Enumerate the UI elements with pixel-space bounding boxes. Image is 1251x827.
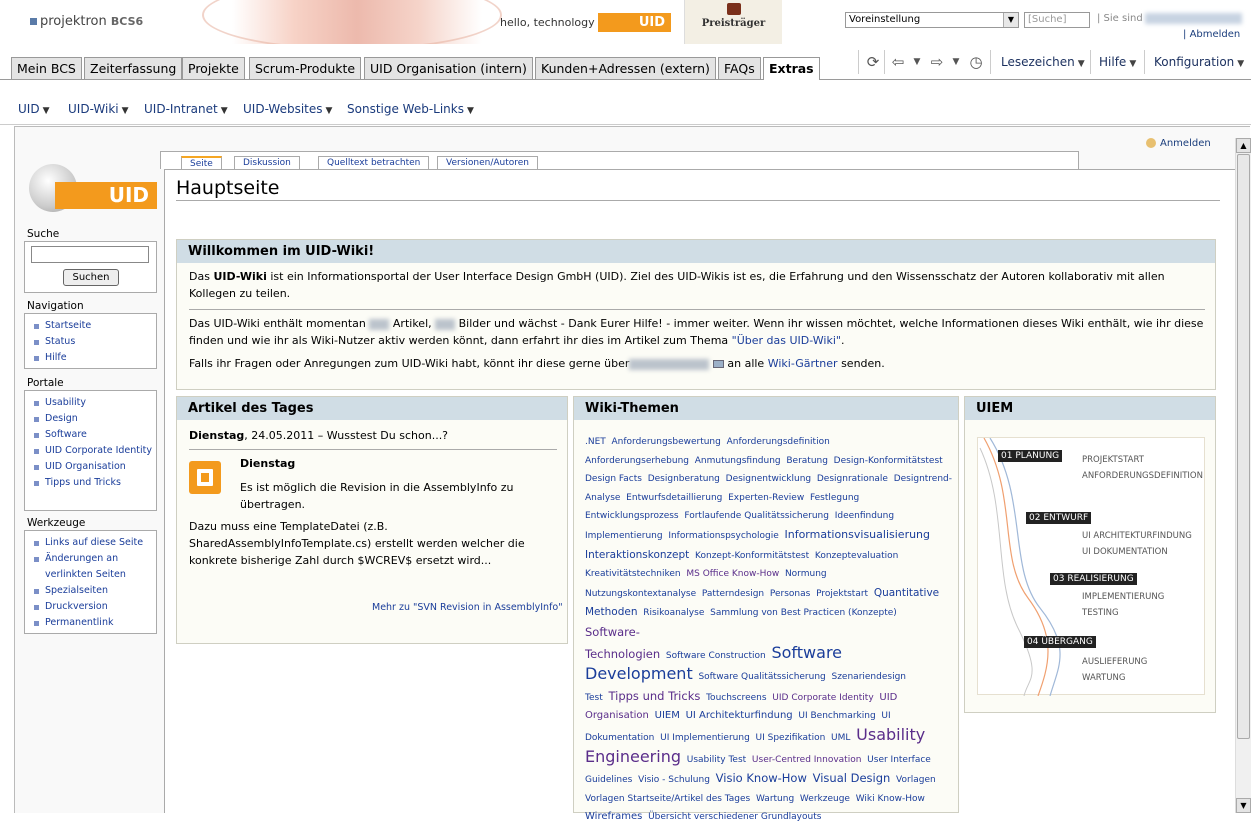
user-name-blurred [1145,13,1242,24]
text-bold: UID-Wiki [213,270,267,283]
tag[interactable]: Konzept-Konformitätstest [695,550,810,561]
tag[interactable]: Übersicht verschiedener Grundlayouts [648,812,822,823]
page-title: Hauptseite [176,177,280,199]
uid-logo: UID [598,13,671,32]
tag[interactable]: Personas [769,588,811,599]
preset-select[interactable] [845,12,1019,28]
nav-status[interactable]: Status [33,334,152,350]
tag[interactable]: User-Centred Innovation [751,754,862,765]
artikel-body: Dazu muss eine TemplateDatei (z.B. SharedAssemblyInfoTemplate.cs) erstellt werden welcher die konkrete bisherige Zahl durch $WCREV$ ersetzt wird... [189,520,525,567]
menu-label: Lesezeichen [1001,55,1075,69]
menu-label: Konfiguration [1154,55,1235,69]
chevron-down-icon: ▼ [467,106,474,116]
scroll-up-icon[interactable]: ▲ [1236,138,1251,153]
artikel-sub-text: Es ist möglich die Revision in die AssemblyInfo zu übertragen. [240,481,514,511]
tag[interactable]: Experten-Review [728,492,805,503]
tab-zeiterfassung[interactable]: Zeiterfassung [84,57,182,79]
werkzeuge-portlet [24,530,157,634]
subnav-label: UID-Websites [243,102,323,116]
chevron-down-icon: ▼ [121,106,129,116]
back-dropdown-icon[interactable]: ▼ [913,57,921,67]
uiem-title: UIEM [965,397,1215,420]
banner [22,0,782,44]
chevron-down-icon: ▼ [1077,59,1085,69]
artikel-title: Artikel des Tages [177,397,567,420]
logo-brand: projektron [40,14,107,29]
werkzeuge-portlet-title: Werkzeuge [27,517,86,529]
tag[interactable]: Anmutungsfindung [694,455,781,466]
text: ist ein Informationsportal der User Interface Design GmbH (UID). Ziel des UID-Wikis ist es, die Erfahrung und den Wissensschatz der Autoren kollaborativ mit allen Kollegen zu teilen. [189,270,1165,300]
subnav-label: Sonstige Web-Links [347,102,464,116]
tab-mein-bcs[interactable]: Mein BCS [11,57,82,79]
themen-title: Wiki-Themen [574,397,958,420]
logout-label: Abmelden [1189,29,1241,40]
tag[interactable]: Software [771,642,843,662]
tag[interactable]: User Interface [867,754,931,765]
nav-startseite[interactable]: Startseite [33,318,152,334]
wiki-search-input[interactable] [31,246,149,263]
tag[interactable]: UI Spezifikation [755,732,826,743]
search-portlet [24,241,157,293]
welcome-p3 [189,355,1205,372]
subnav-label: UID-Wiki [68,102,119,116]
tag[interactable]: UI Implementierung [660,732,750,743]
tab-scrum-produkte[interactable]: Scrum-Produkte [249,57,361,79]
tag[interactable]: Designentwicklung [725,474,812,485]
wiki-login-link[interactable] [1146,138,1211,149]
subnav-web-links[interactable] [347,102,474,116]
phase-item: IMPLEMENTIERUNG [1082,592,1165,602]
nav-hilfe[interactable]: Hilfe [33,350,152,366]
tag[interactable]: Designtrend- [893,474,953,485]
phase-items [1082,452,1203,484]
tag[interactable]: Vorlagen [896,775,936,786]
banner-swirl-ring [202,0,502,44]
tag[interactable]: Vorlagen Startseite/Artikel des Tages [585,793,751,804]
scroll-down-icon[interactable]: ▼ [1236,798,1251,813]
welcome-box [176,239,1216,390]
artikel-box [176,396,568,644]
projektron-logo [30,14,143,29]
tag[interactable]: Software Construction [665,650,766,661]
chevron-down-icon: ▼ [1129,59,1137,69]
tag[interactable]: Test [585,692,603,703]
chevron-down-icon: ▼ [325,106,333,116]
phase-item: UI DOKUMENTATION [1082,547,1168,557]
preset-value: Voreinstellung [849,14,921,25]
uiem-diagram[interactable] [977,437,1205,695]
phase-item: AUSLIEFERUNG [1082,657,1148,667]
tag[interactable]: .NET [585,437,606,447]
subnav-uid-intranet[interactable] [144,102,228,116]
chevron-down-icon: ▼ [42,106,50,116]
award-emblem-icon [727,3,741,15]
subnav-uid-wiki[interactable] [68,102,129,116]
mail-icon [713,360,724,368]
tag[interactable]: Szenariendesign [831,672,906,683]
welcome-title: Willkommen im UID-Wiki! [177,240,1215,263]
about-wiki-link[interactable]: "Über das UID-Wiki" [731,334,841,347]
tag[interactable]: Festlegung [809,492,860,503]
tag[interactable]: Analyse [585,492,621,503]
tag[interactable]: Anforderungsdefinition [726,437,830,447]
tag[interactable]: Beratung [786,455,828,466]
tag[interactable]: Konzeptevaluation [814,550,899,561]
tag[interactable]: Software- [585,624,640,639]
tag[interactable]: Wiki Know-How [855,793,925,804]
text: , 24.05.2011 – Wusstest Du schon...? [244,429,449,442]
tag[interactable]: Nutzungskontextanalyse [585,588,697,599]
tag[interactable]: Engineering [585,746,681,766]
portal-design[interactable]: Design [33,411,152,427]
article-icon [189,461,221,494]
tag[interactable]: Usability [856,724,926,744]
tag[interactable]: Projektstart [816,588,869,599]
phase-item: PROJEKTSTART [1082,455,1144,465]
tag[interactable]: UIEM [654,710,680,722]
tag[interactable]: Quantitative [873,586,940,599]
tab-kunden-adressen[interactable]: Kunden+Adressen (extern) [535,57,716,79]
tab-seite[interactable]: Seite [181,156,222,171]
text: Artikel, [392,317,432,330]
tag[interactable]: Methoden [585,606,638,619]
chevron-down-icon: ▼ [1003,13,1018,27]
wiki-logo[interactable] [25,162,157,212]
artikel-sub-title: Dienstag [240,457,296,470]
tag[interactable]: Designberatung [647,474,720,485]
tab-versionen[interactable]: Versionen/Autoren [437,156,538,171]
tab-projekte[interactable]: Projekte [182,57,245,79]
text: an alle [727,357,765,370]
portal-usability[interactable]: Usability [33,395,152,411]
text: Bilder und wächst - Dank Eurer Hilfe! - immer weiter. Wenn ihr wissen möchtet, welche Informationen dieses Wiki enthält, wie ihr diese finden und wie ihr als Wiki-Nutzer aktiv werden könnt, dann erfahrt ihr dies im Artikel zum Thema [189,317,1204,347]
artikel-more-link[interactable]: Mehr zu "SVN Revision in AssemblyInfo" [372,602,563,613]
tag[interactable]: Visio Know-How [715,771,807,786]
tab-diskussion[interactable]: Diskussion [234,156,300,171]
tag[interactable]: Risikoanalyse [643,608,705,619]
phase-item: ANFORDERUNGSDEFINITION [1082,471,1203,481]
phase-label: 03 REALISIERUNG [1050,573,1137,585]
login-label: Anmelden [1160,138,1211,149]
tag[interactable]: Organisation [585,710,649,722]
phase-label: 04 ÜBERGANG [1024,636,1096,648]
history-clock-icon[interactable]: ◷ [969,53,983,71]
tag[interactable]: UI [881,711,891,722]
title-divider [176,200,1220,201]
header-search-input[interactable]: [Suche] [1024,12,1090,28]
email-blurred[interactable] [629,359,709,370]
phase-items [1082,654,1147,686]
tag[interactable]: Werkzeuge [799,793,850,804]
logout-link[interactable]: | Abmelden [1183,29,1241,40]
tag[interactable]: Implementierung [585,530,663,541]
tool-changes[interactable]: Änderungen an verlinkten Seiten [33,551,152,583]
phase-item: UI ARCHITEKTURFINDUNG [1082,531,1192,541]
tag[interactable]: Development [585,664,693,684]
tag[interactable]: Visio - Schulung [638,775,710,786]
app-header [0,0,1251,57]
article-count-blurred [369,319,389,330]
tag[interactable]: Guidelines [585,775,633,786]
wiki-gaertner-link[interactable]: Wiki-Gärtner [767,357,838,370]
chevron-down-icon: ▼ [220,106,228,116]
award-badge [684,0,782,44]
tool-print[interactable]: Druckversion [33,599,152,615]
subnav-label: UID [18,102,40,116]
nav-portlet [24,313,157,369]
tag[interactable]: Tipps und Tricks [608,688,701,703]
tag-cloud [585,433,953,827]
text: senden. [841,357,885,370]
slogan: hello, technology [500,16,595,29]
text: Das [189,270,214,283]
tool-links[interactable]: Links auf diese Seite [33,535,152,551]
sub-navigation [0,80,1251,125]
portale-portlet-title: Portale [27,377,64,389]
award-title: Preisträger [701,18,766,29]
tag[interactable]: Dokumentation [585,732,655,743]
phase-label: 02 ENTWURF [1026,512,1091,524]
portal-uid-organisation[interactable]: UID Organisation [33,459,152,475]
tag[interactable]: Software Qualitätssicherung [698,672,826,683]
subnav-label: UID-Intranet [144,102,218,116]
user-icon [1146,138,1156,148]
text: Falls ihr Fragen oder Anregungen zum UID-Wiki habt, könnt ihr diese gerne über [189,357,630,370]
tag[interactable]: UID Corporate Identity [772,692,874,703]
tool-permalink[interactable]: Permanentlink [33,615,152,631]
wiki-logo-text: UID [55,182,157,209]
tag[interactable]: UI Architekturfindung [685,710,793,722]
artikel-date [189,427,559,444]
tag[interactable]: Wartung [755,793,795,804]
portale-portlet [24,390,157,511]
portal-uid-ci[interactable]: UID Corporate Identity [33,443,152,459]
phase-item: TESTING [1082,608,1119,618]
menu-label: Hilfe [1099,55,1127,69]
forward-dropdown-icon[interactable]: ▼ [952,57,960,67]
tag[interactable]: UID [879,691,898,703]
tag[interactable]: Design Facts [585,474,642,485]
portal-tipps[interactable]: Tipps und Tricks [33,475,152,491]
divider [189,309,1205,310]
phase-items [1082,589,1164,621]
vertical-scrollbar[interactable] [1235,138,1251,813]
tab-extras[interactable]: Extras [763,57,820,80]
logo-version: BCS6 [110,15,144,28]
phase-items [1082,528,1192,560]
tag[interactable]: UML [831,732,851,743]
text: Das UID-Wiki enthält momentan [189,317,366,330]
welcome-p2 [189,315,1205,349]
welcome-p1 [189,268,1205,302]
tag[interactable]: Usability Test [686,754,747,765]
chevron-down-icon: ▼ [1237,59,1245,69]
tag[interactable]: Interaktionskonzept [585,548,690,561]
tab-quelltext[interactable]: Quelltext betrachten [318,156,429,171]
main-tabs [0,57,1251,80]
content-tabs [160,151,1079,169]
tag[interactable]: Entwurfsdetaillierung [626,492,723,503]
divider [189,449,557,450]
image-count-blurred [435,319,455,330]
tool-special[interactable]: Spezialseiten [33,583,152,599]
forward-arrow-icon[interactable]: ⇨ [930,53,944,71]
tag[interactable]: Entwicklungsprozess [585,511,679,522]
tab-uid-organisation[interactable]: UID Organisation (intern) [364,57,533,79]
nav-portlet-title: Navigation [27,300,84,312]
phase-label: 01 PLANUNG [998,450,1062,462]
tab-faqs[interactable]: FAQs [718,57,761,79]
tag[interactable]: Design-Konformitätstest [833,455,943,466]
back-arrow-icon[interactable]: ⇦ [891,53,905,71]
tag[interactable]: Normung [784,569,827,580]
tag[interactable]: Informationspsychologie [668,530,779,541]
tag[interactable]: Patterndesign [701,588,765,599]
tag[interactable]: Ideenfindung [834,511,895,522]
scroll-thumb[interactable] [1237,154,1250,739]
text: . [840,334,845,347]
tag[interactable]: Touchscreens [706,692,767,703]
tag[interactable]: Fortlaufende Qualitätssicherung [684,511,829,522]
refresh-icon[interactable]: ⟳ [866,53,880,71]
themen-box [573,396,959,823]
tag[interactable]: Kreativitätstechniken [585,569,681,580]
logo-square-icon [30,18,37,25]
uiem-box [964,396,1216,713]
tag[interactable]: Visual Design [812,771,891,786]
subnav-uid-websites[interactable] [243,102,332,116]
text-bold: Dienstag [189,429,245,442]
tag[interactable]: Sammlung von Best Practicen (Konzepte) [710,608,897,619]
tag[interactable]: Wireframes [585,811,643,823]
search-portlet-title: Suche [27,228,60,240]
phase-item: WARTUNG [1082,673,1126,683]
portal-software[interactable]: Software [33,427,152,443]
tag[interactable]: Technologien [585,646,661,661]
tag[interactable]: Anforderungserhebung [585,455,689,466]
subnav-uid[interactable] [18,102,49,116]
tag[interactable]: Informationsvisualisierung [784,527,931,541]
tag[interactable]: Designrationale [816,474,888,485]
tag[interactable]: MS Office Know-How [686,569,780,580]
search-button[interactable]: Suchen [63,269,119,286]
user-label: | Sie sind [1097,13,1143,24]
tag[interactable]: UI Benchmarking [798,711,876,722]
tag[interactable]: Anforderungsbewertung [611,437,721,447]
